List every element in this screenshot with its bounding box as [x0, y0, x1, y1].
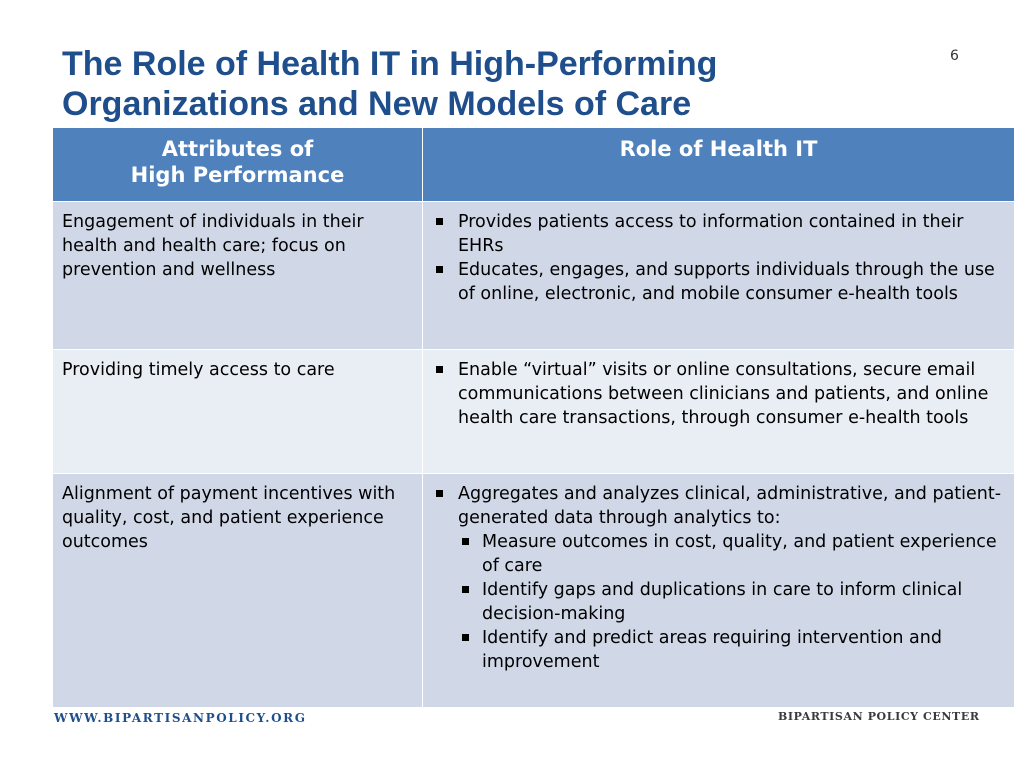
page-number: 6: [950, 48, 959, 64]
footer-url: WWW.BIPARTISANPOLICY.ORG: [54, 711, 307, 725]
table-row: [53, 474, 1015, 708]
role-list: [432, 210, 1006, 306]
role-list: [432, 482, 1006, 530]
table-header-row: [53, 128, 1015, 202]
header-attributes-line-2: High Performance: [130, 163, 345, 187]
role-item: Aggregates and analyzes clinical, administrative, and patient-generated data through analytics to:: [432, 482, 1006, 530]
role-sub-item: Identify and predict areas requiring intervention and improvement: [458, 626, 1006, 674]
role-sub-list: [432, 530, 1006, 674]
slide-title: [62, 44, 717, 124]
table-row: [53, 202, 1015, 350]
role-item: Enable “virtual” visits or online consultations, secure email communications between clinicians and patients, and online health care transactions, through consumer e-health tools: [432, 358, 1006, 430]
health-it-table: [52, 127, 1015, 708]
role-cell: [423, 202, 1015, 350]
header-attributes: [53, 128, 423, 202]
role-sub-item: Measure outcomes in cost, quality, and patient experience of care: [458, 530, 1006, 578]
table-row: [53, 350, 1015, 474]
role-sub-item: Identify gaps and duplications in care to inform clinical decision-making: [458, 578, 1006, 626]
attribute-cell: Alignment of payment incentives with quality, cost, and patient experience outcomes: [53, 474, 423, 708]
header-role: Role of Health IT: [423, 128, 1015, 202]
role-item: Provides patients access to information contained in their EHRs: [432, 210, 1006, 258]
footer-org-name: BIPARTISAN POLICY CENTER: [778, 710, 980, 723]
role-cell: [423, 350, 1015, 474]
role-cell: [423, 474, 1015, 708]
attribute-cell: Providing timely access to care: [53, 350, 423, 474]
header-attributes-line-1: Attributes of: [161, 137, 314, 161]
slide-title-line-2: Organizations and New Models of Care: [62, 85, 692, 123]
role-list: [432, 358, 1006, 430]
slide-title-line-1: The Role of Health IT in High-Performing: [62, 45, 718, 83]
role-item: Educates, engages, and supports individuals through the use of online, electronic, and mobile consumer e-health tools: [432, 258, 1006, 306]
attribute-cell: Engagement of individuals in their health and health care; focus on prevention and wellness: [53, 202, 423, 350]
